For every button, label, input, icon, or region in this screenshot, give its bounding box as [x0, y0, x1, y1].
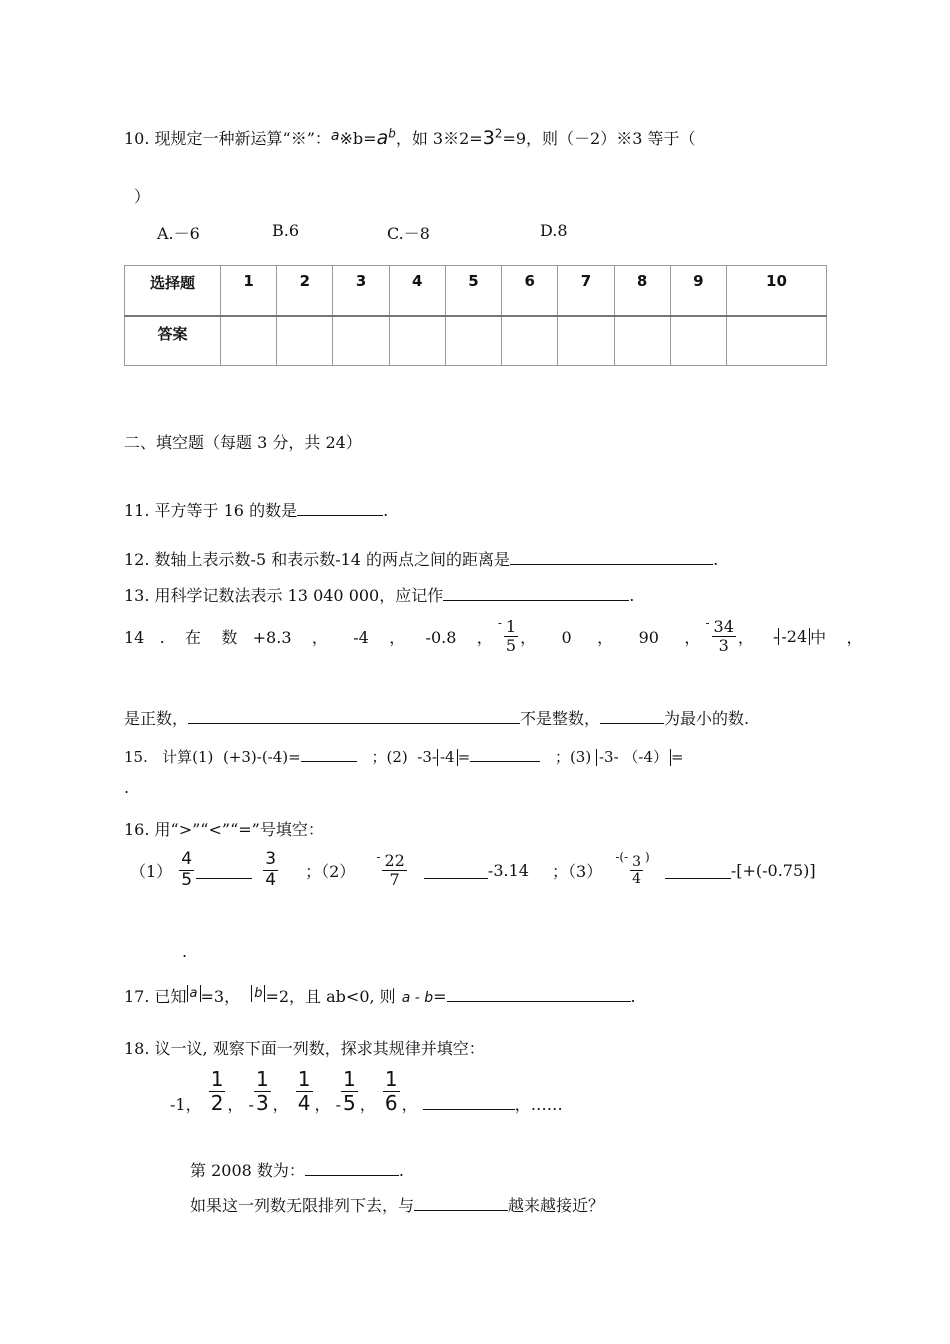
q10-a-var: a [330, 128, 340, 144]
q17-abs-a: a [187, 985, 201, 1002]
q10-stem: 10. 现规定一种新运算“※”：$a※b=a^b$，如 $3※2=3^2=9$，则（－2）※3 等于（ [124, 126, 696, 149]
q18-blank-next-term[interactable] [423, 1093, 515, 1110]
q14-fraction-1: $\frac{1}{5}$ [505, 616, 517, 655]
q16-blank-2[interactable] [424, 862, 488, 879]
section-heading: 二、填空题（每题 3 分，共 24） [124, 433, 362, 452]
answer-cell[interactable] [558, 316, 614, 366]
q14-line1: 14 . 在 数 +8.3 ， -4 ， -0.8 ， - $\frac{1}{5}$ ， 0 ， 90 ， - $\frac{34}{3}$ ， - -24 中 ， [124, 616, 863, 655]
q16-items: （1） $\frac{4}{5}$ $\frac{3}{4}$ ；（2） - $\frac{22}{7}$ -3.14 ；（3） -(- $\frac{3}{4}$ ) -[+(-0.75)] [130, 849, 816, 890]
q16-fraction-3-4b: $\frac{3}{4}$ [632, 853, 642, 887]
q13: 13. 用科学记数法表示 13 040 000，应记作 . [124, 586, 635, 605]
q16-fraction-22-7: $\frac{22}{7}$ [384, 850, 405, 889]
answer-cell[interactable] [502, 316, 558, 366]
sequence-term-fraction: $\frac{1}{6}$ [384, 1067, 398, 1115]
q10-option-c: C.－8 [387, 224, 430, 243]
q17: 17. 已知 a =3， b =2，且 ab<0, 则 a - b= . [124, 986, 636, 1006]
answer-cell[interactable] [333, 316, 389, 366]
q16-blank-3[interactable] [665, 862, 731, 879]
q10-option-d: D.8 [540, 221, 568, 240]
q15-blank-2[interactable] [470, 745, 540, 762]
q15-abs-2: -3- （-4） [596, 749, 671, 766]
table-number-cell: 5 [445, 266, 501, 317]
answer-table [124, 265, 827, 366]
q18-blank-2008[interactable] [305, 1159, 399, 1176]
answer-cell[interactable] [614, 316, 670, 366]
sequence-term-fraction: $\frac{1}{5}$ [343, 1067, 356, 1115]
q17-expression: a - b [401, 990, 434, 1006]
q16-blank-1[interactable] [196, 862, 252, 879]
table-header-cell: 答案 [125, 316, 221, 366]
q12-blank[interactable] [510, 548, 713, 565]
table-row [125, 266, 827, 317]
table-number-cell: 9 [670, 266, 726, 317]
q10-option-b: B.6 [272, 221, 300, 240]
q16-title: 16. 用“>”“<”“=”号填空： [124, 820, 324, 839]
table-number-cell: 10 [726, 266, 826, 317]
q14-blank-positive[interactable] [188, 707, 520, 724]
answer-cell[interactable] [445, 316, 501, 366]
q18-title: 18. 议一议, 观察下面一列数，探求其规律并填空： [124, 1039, 485, 1058]
q14-fraction-2: $\frac{34}{3}$ [713, 616, 734, 655]
table-number-cell: 8 [614, 266, 670, 317]
sequence-term-fraction: $\frac{1}{4}$ [297, 1067, 311, 1115]
q10-example-exp: 2 [494, 126, 503, 141]
q18-blank-limit[interactable] [414, 1194, 508, 1211]
q10-power-base: a [376, 127, 389, 149]
q15-blank-1[interactable] [301, 745, 357, 762]
table-number-cell: 6 [502, 266, 558, 317]
q17-abs-b: b [251, 985, 265, 1002]
q15: 15. 计算(1) (+3)-(-4)= ；(2) -3- -4 = ；(3) -3- （-4） = [124, 745, 684, 767]
q14-line2: 是正数， 不是整数， 为最小的数. [124, 709, 750, 728]
table-number-cell: 1 [221, 266, 277, 317]
answer-cell[interactable] [277, 316, 333, 366]
q18-sequence: -1， $\frac{1}{2}$ ， - $\frac{1}{3}$ ， $\frac{1}{4}$ ， - $\frac{1}{5}$ ， $\frac{1}{6}$ ， ，…… [170, 1067, 563, 1115]
sequence-term-fraction: $\frac{1}{3}$ [255, 1067, 269, 1115]
q16-dot: . [182, 942, 188, 961]
q17-blank[interactable] [447, 985, 631, 1002]
q14-blank-smallest[interactable] [600, 707, 664, 724]
q16-fraction-4-5: $\frac{4}{5}$ [181, 849, 193, 890]
q15-abs-1: -4 [437, 749, 458, 766]
answer-cell[interactable] [670, 316, 726, 366]
answer-cell[interactable] [221, 316, 277, 366]
answer-cell[interactable] [389, 316, 445, 366]
q10-power-exp: b [388, 126, 396, 141]
q15-dot: . [124, 778, 130, 797]
table-number-cell: 3 [333, 266, 389, 317]
q10-example-base: 3 [482, 127, 495, 149]
q10-option-a: A.－6 [157, 224, 200, 243]
q10-close-paren: ） [134, 187, 151, 206]
q16-fraction-3-4: $\frac{3}{4}$ [265, 849, 277, 890]
table-number-cell: 2 [277, 266, 333, 317]
q11-blank[interactable] [297, 499, 383, 516]
q13-blank[interactable] [443, 584, 629, 601]
table-header-cell: 选择题 [125, 266, 221, 317]
q12: 12. 数轴上表示数-5 和表示数-14 的两点之间的距离是 . [124, 550, 719, 569]
sequence-term-fraction: $\frac{1}{2}$ [210, 1067, 224, 1115]
table-number-cell: 7 [558, 266, 614, 317]
answer-cell[interactable] [726, 316, 826, 366]
table-row [125, 316, 827, 366]
table-number-cell: 4 [389, 266, 445, 317]
q11: 11. 平方等于 16 的数是 . [124, 501, 389, 520]
q14-absolute-value: -24 [778, 628, 810, 645]
q18-line2: 如果这一列数无限排列下去，与 越来越接近？ [190, 1196, 605, 1215]
q18-line1: 第 2008 数为： . [190, 1161, 404, 1180]
